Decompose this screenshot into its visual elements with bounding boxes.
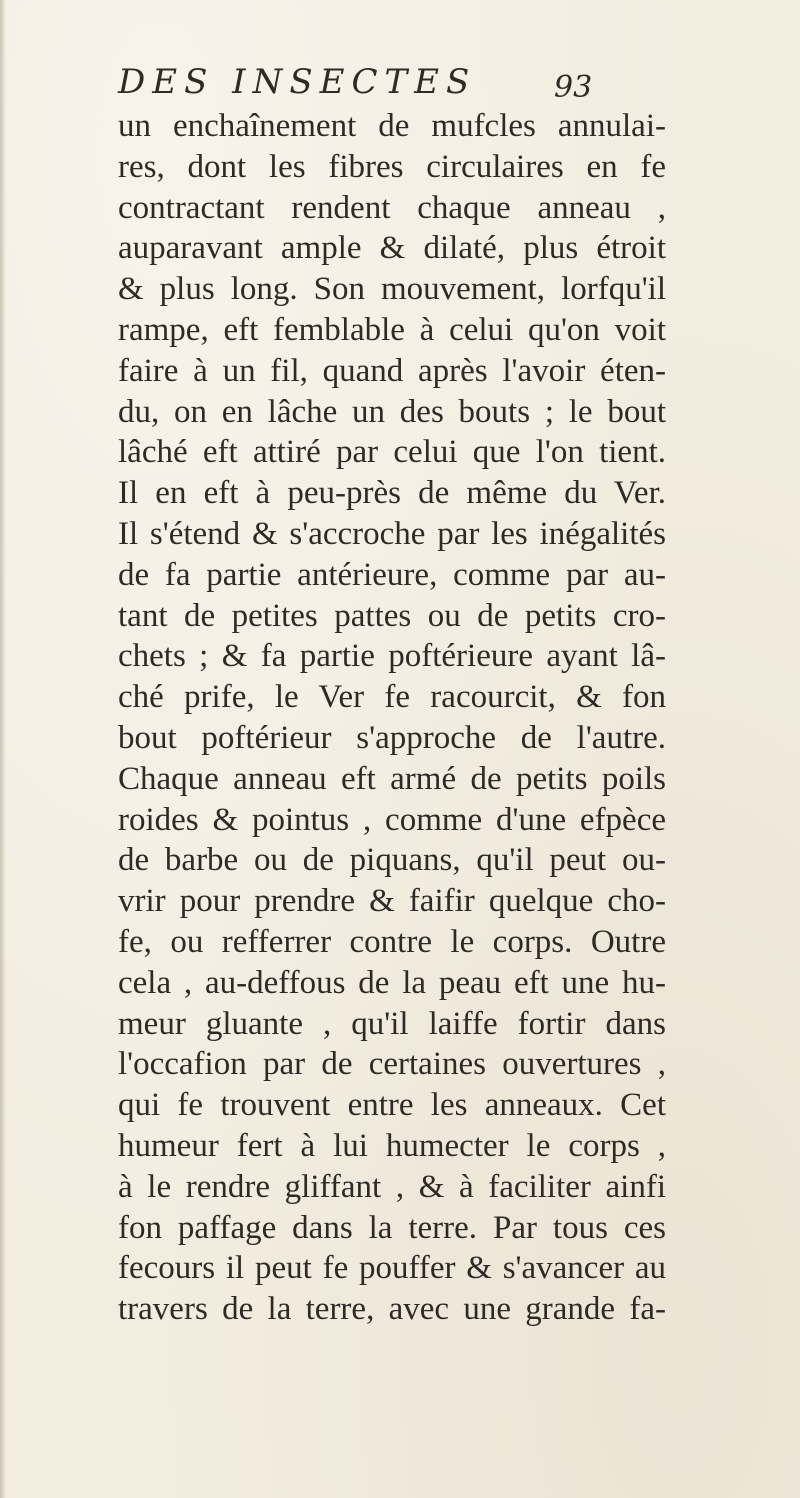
text-line: res, dont les fibres circulaires en fe	[118, 148, 666, 185]
text-line: un enchaînement de mufcles annulai-	[118, 108, 666, 144]
text-line: auparavant ample & dilaté, plus étroit	[118, 230, 666, 267]
text-line: faire à un fil, quand après l'avoir éten-	[118, 352, 666, 389]
text-line: fon paffage dans la terre. Par tous ces	[118, 1209, 666, 1246]
text-line: lâché eft attiré par celui que l'on tient.	[118, 434, 666, 471]
text-line: ché prife, le Ver fe racourcit, & fon	[118, 679, 666, 716]
text-line: qui fe trouvent entre les anneaux. Cet	[118, 1087, 666, 1124]
running-title: DES INSECTES	[118, 62, 477, 102]
text-line: fe, ou refferrer contre le corps. Outre	[118, 923, 666, 960]
text-line: vrir pour prendre & faifir quelque cho-	[118, 883, 666, 920]
text-line: Chaque anneau eft armé de petits poils	[118, 760, 666, 797]
text-line: du, on en lâche un des bouts ; le bout	[118, 393, 666, 430]
text-line: chets ; & fa partie poftérieure ayant lâ-	[118, 638, 666, 675]
text-line: tant de petites pattes ou de petits cro-	[118, 597, 666, 634]
text-line: rampe, eft femblable à celui qu'on voit	[118, 311, 666, 348]
text-line: fecours il peut fe pouffer & s'avancer au	[118, 1250, 666, 1287]
text-line: humeur fert à lui humecter le corps ,	[118, 1127, 666, 1164]
text-line: de barbe ou de piquans, qu'il peut ou-	[118, 842, 666, 879]
text-line: Il s'étend & s'accroche par les inégalités	[118, 515, 666, 552]
text-line: de fa partie antérieure, comme par au-	[118, 556, 666, 593]
page-edge-shadow	[0, 0, 6, 1498]
page-number: 93	[554, 70, 593, 105]
text-line: cela , au-deffous de la peau eft une hu-	[118, 964, 666, 1001]
text-line: à le rendre gliffant , & à faciliter ainfi	[118, 1168, 666, 1205]
text-line: & plus long. Son mouvement, lorfqu'il	[118, 271, 666, 308]
text-line: l'occafion par de certaines ouvertures ,	[118, 1046, 666, 1083]
text-line: travers de la terre, avec une grande fa-	[118, 1291, 666, 1328]
text-line: roides & pointus , comme d'une efpèce	[118, 801, 666, 838]
body-text	[118, 106, 666, 1330]
text-line: meur gluante , qu'il laiffe fortir dans	[118, 1005, 666, 1042]
text-line: contractant rendent chaque anneau ,	[118, 189, 666, 226]
text-line: bout poftérieur s'approche de l'autre.	[118, 719, 666, 756]
text-line: Il en eft à peu-près de même du Ver.	[118, 475, 666, 512]
